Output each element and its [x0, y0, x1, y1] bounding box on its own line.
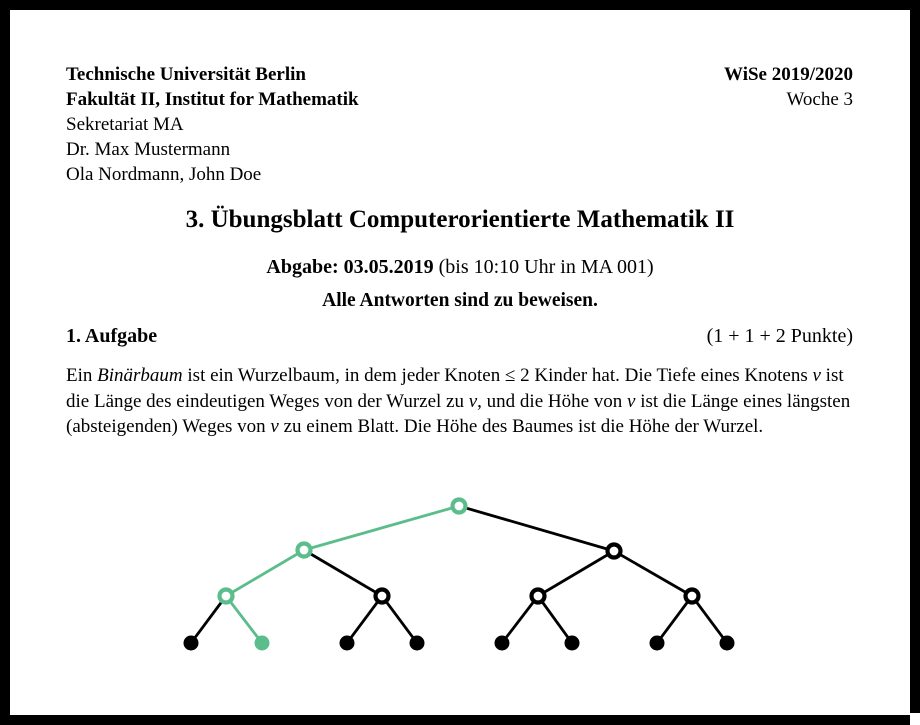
exercise-header-row [66, 323, 853, 350]
header-line-lecturer: Dr. Max Mustermann [66, 139, 231, 160]
tree-edge [226, 550, 304, 596]
tree-edge [226, 596, 262, 643]
header-institution-block [66, 62, 359, 187]
tree-inner-node [298, 544, 311, 557]
text-segment: Ein [66, 365, 98, 386]
tree-edge [347, 596, 382, 643]
text-segment: ist ein Wurzelbaum, in dem jeder Knoten ≤ 2 Kinder hat. Die Tiefe eines Knotens [182, 365, 813, 386]
tree-leaf-node [495, 636, 510, 651]
exercise-text [66, 363, 856, 440]
term-binaerbaum: Binärbaum [97, 365, 183, 386]
tree-inner-node [220, 590, 233, 603]
header-line-university: Technische Universität Berlin [66, 64, 306, 85]
exercise-points: (1 + 1 + 2 Punkte) [706, 325, 853, 347]
tree-inner-node [376, 590, 389, 603]
proof-notice: Alle Antworten sind zu beweisen. [322, 290, 598, 311]
header-line-semester: WiSe 2019/2020 [724, 64, 853, 85]
math-var-v: v [468, 390, 478, 412]
tree-inner-node [686, 590, 699, 603]
binary-tree-figure [150, 479, 770, 665]
tree-leaf-node [255, 636, 270, 651]
tree-leaf-node [565, 636, 580, 651]
tree-leaf-node [410, 636, 425, 651]
header-line-secretariat: Sekretariat MA [66, 114, 184, 135]
tree-edge [382, 596, 417, 643]
tree-edge [657, 596, 692, 643]
tree-edge [692, 596, 727, 643]
tree-edge [191, 596, 226, 643]
tree-leaf-node [184, 636, 199, 651]
math-var-v: v [627, 390, 636, 412]
text-segment: zu einem Blatt. Die Höhe des Baumes ist die Höhe der Wurzel. [278, 416, 764, 437]
tree-edge [459, 506, 614, 551]
text-segment: ist die Länge des eindeutigen Weges von der Wurzel zu [66, 365, 844, 412]
tree-edge [538, 551, 614, 596]
header-line-faculty: Fakultät II, Institut for Mathematik [66, 89, 359, 110]
math-var-v: v [812, 365, 821, 386]
header-semester-block [724, 62, 853, 112]
tree-leaf-node [720, 636, 735, 651]
exercise-heading: 1. Aufgabe [66, 325, 158, 347]
tree-leaf-node [340, 636, 355, 651]
tree-inner-node [532, 590, 545, 603]
submission-details: (bis 10:10 Uhr in MA 001) [433, 256, 654, 278]
math-var-v: v [270, 416, 279, 437]
page-border-corner-notch [910, 713, 920, 725]
text-segment: ist die Länge eines längsten (absteigenden) Weges von [66, 390, 851, 437]
submission-deadline: Abgabe: 03.05.2019 [266, 256, 434, 278]
header-line-assistants: Ola Nordmann, John Doe [66, 164, 262, 185]
submission-line [0, 254, 920, 281]
tree-leaf-node [650, 636, 665, 651]
tree-edge [502, 596, 538, 643]
tree-edge [614, 551, 692, 596]
tree-inner-node [453, 500, 466, 513]
tree-inner-node [608, 545, 621, 558]
text-segment: , und die Höhe von [477, 390, 628, 412]
header-line-week: Woche 3 [786, 89, 853, 110]
tree-edge [304, 506, 459, 550]
tree-edge [304, 550, 382, 596]
tree-edge [538, 596, 572, 643]
sheet-title: 3. Übungsblatt Computerorientierte Mathematik II [185, 206, 735, 233]
